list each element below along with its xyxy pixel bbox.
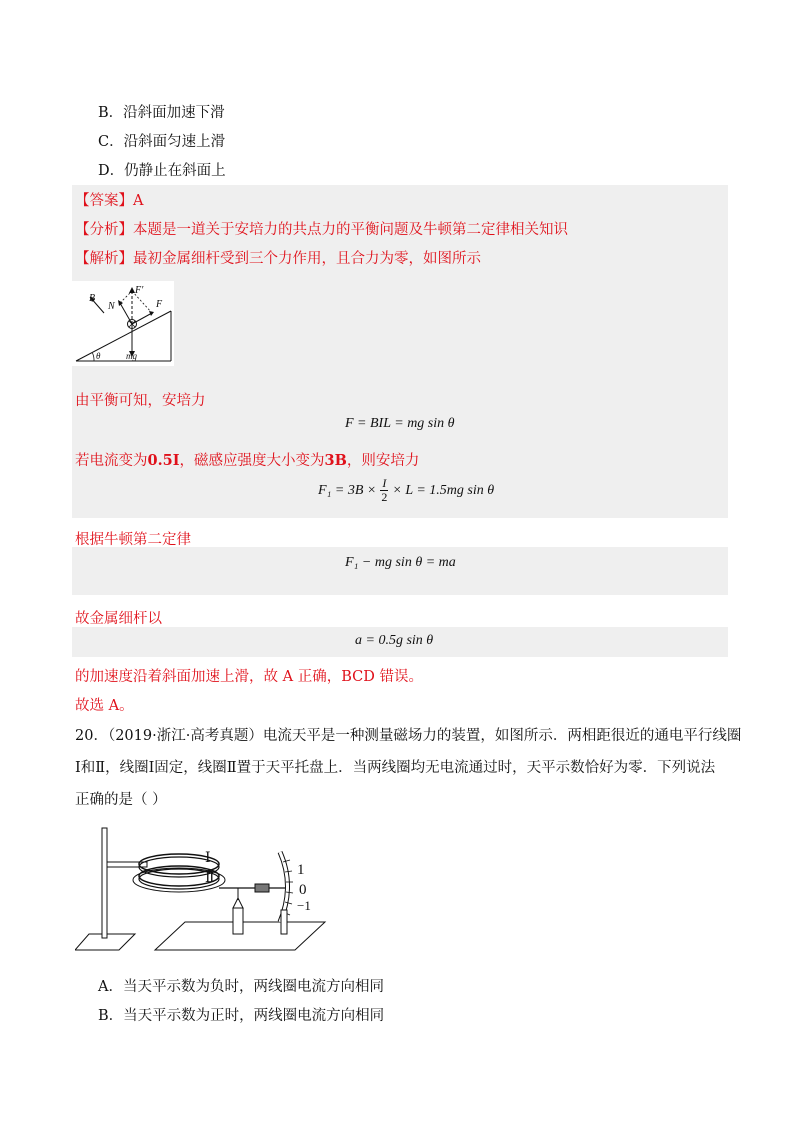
explain-line (75, 247, 481, 268)
label-scale-minus-1: −1 (297, 898, 311, 913)
formula2-right: × L = 1.5mg sin θ (392, 482, 495, 498)
q20-option-b: B．当天平示数为正时，两线圈电流方向相同 (98, 1008, 385, 1024)
formula2-numerator: I (382, 476, 387, 490)
balance-line: 由平衡可知，安培力 (75, 393, 206, 409)
formula-newton: F₁ − mg sin θ = ma (345, 555, 456, 570)
newton-line: 根据牛顿第二定律 (75, 532, 191, 548)
formula-new-force (318, 477, 494, 504)
current-balance-diagram (75, 822, 340, 954)
change-field: 3B (324, 452, 347, 469)
label-n: N (108, 301, 115, 312)
option-d-prev: D．仍静止在斜面上 (98, 163, 226, 179)
label-scale-1: 1 (297, 862, 305, 878)
change-text-e: ，则安培力 (346, 453, 420, 469)
label-scale-0: 0 (299, 882, 307, 898)
formula-acceleration: a = 0.5g sin θ (355, 633, 434, 648)
label-f: F (156, 299, 163, 310)
answer-value: A (133, 193, 144, 209)
analysis-tag: 【分析】 (75, 222, 133, 238)
incline-force-diagram (72, 281, 174, 366)
choose-line: 故选 A。 (75, 698, 134, 714)
change-text-c: ，磁感应强度大小变为 (179, 453, 325, 469)
change-text-a: 若电流变为 (75, 453, 148, 469)
label-b: B (89, 293, 96, 304)
analysis-line (75, 218, 568, 239)
formula2-denominator: 2 (381, 490, 388, 504)
formula2-left: F₁ = 3B × (318, 482, 377, 498)
label-mg: mg (126, 351, 137, 361)
q20-stem-line1: 20．（2019·浙江·高考真题）电流天平是一种测量磁场力的装置，如图所示．两相距很近的通电平行线圈 (75, 728, 742, 744)
answer-tag: 【答案】 (75, 193, 133, 209)
answer-line (75, 189, 143, 210)
q20-option-a: A．当天平示数为负时，两线圈电流方向相同 (98, 979, 384, 995)
thus-line: 故金属细杆以 (75, 611, 162, 627)
formula-ampere-force: F = BIL = mg sin θ (345, 416, 455, 431)
change-line (75, 449, 419, 470)
change-current: 0.5I (147, 452, 180, 469)
formula2-fraction (380, 477, 388, 504)
option-c-prev: C．沿斜面匀速上滑 (98, 134, 226, 150)
q20-stem-line2: Ⅰ和Ⅱ，线圈Ⅰ固定，线圈Ⅱ置于天平托盘上．当两线圈均无电流通过时，天平示数恰好为零．下列说法 (75, 760, 716, 776)
label-coil-1: Ⅰ (205, 851, 211, 866)
explain-text: 最初金属细杆受到三个力作用，且合力为零，如图所示 (133, 251, 481, 267)
conclusion-line: 的加速度沿着斜面加速上滑，故 A 正确，BCD 错误。 (75, 669, 423, 685)
explain-tag: 【解析】 (75, 251, 133, 267)
option-b-prev: B．沿斜面加速下滑 (98, 105, 225, 121)
label-coil-2: Ⅱ (205, 871, 215, 886)
label-theta: θ (96, 351, 101, 361)
q20-stem-line3: 正确的是（ ） (75, 792, 167, 808)
analysis-text: 本题是一道关于安培力的共点力的平衡问题及牛顿第二定律相关知识 (133, 222, 568, 238)
label-f-prime: F′ (135, 285, 144, 296)
